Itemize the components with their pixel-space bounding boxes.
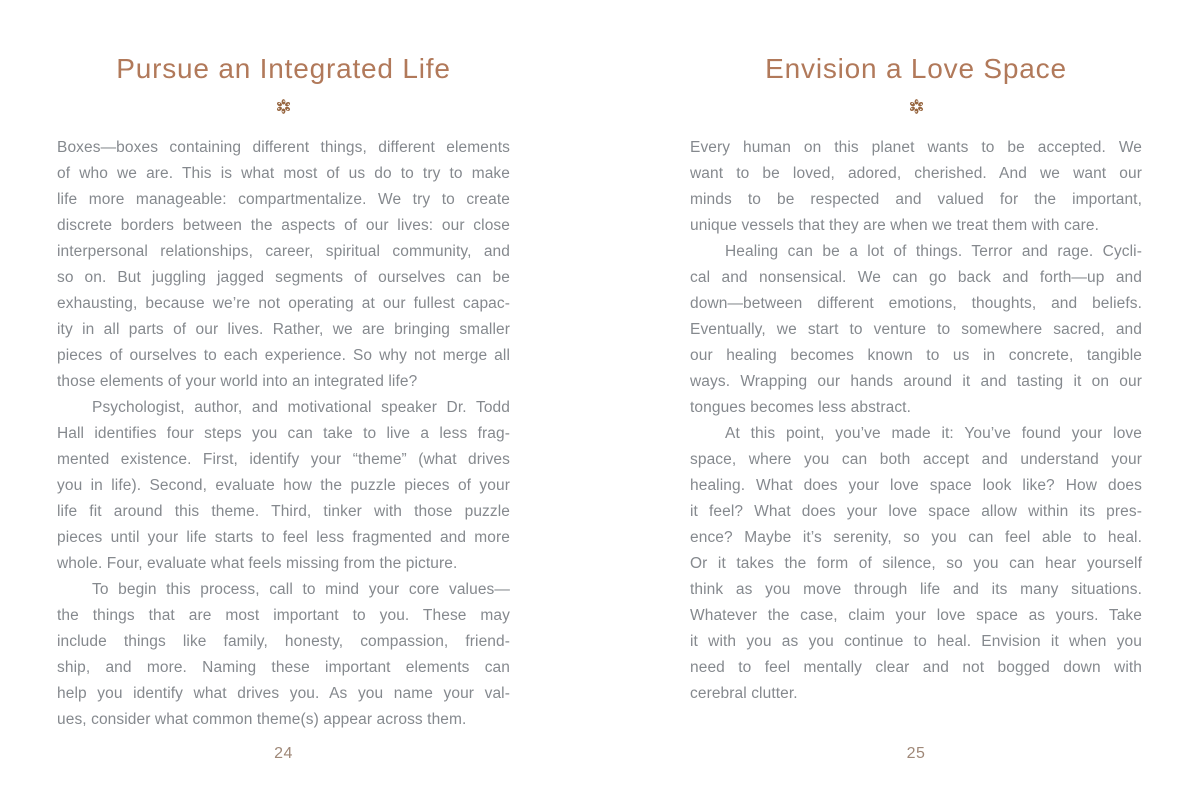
paragraph <box>57 395 510 577</box>
text-line: ity in all parts of our lives. Rather, we are bringing smaller <box>57 321 510 338</box>
text-line: you in life). Second, evaluate how the puzzle pieces of your <box>57 477 510 494</box>
text-line: want to be loved, adored, cherished. And we want our <box>690 165 1142 182</box>
right-ornament-row <box>690 98 1142 115</box>
text-line: life fit around this theme. Third, tinker with those puzzle <box>57 503 510 520</box>
text-line: need to feel mentally clear and not bogged down with <box>690 659 1142 676</box>
text-line: down—between different emotions, thoughts, and beliefs. <box>690 295 1142 312</box>
text-line: mented existence. First, identify your “theme” (what drives <box>57 451 510 468</box>
paragraph <box>690 239 1142 421</box>
text-line: whole. Four, evaluate what feels missing from the picture. <box>57 555 458 572</box>
text-line: Or it takes the form of silence, so you can hear yourself <box>690 555 1142 572</box>
text-line: cal and nonsensical. We can go back and forth—up and <box>690 269 1142 286</box>
text-line: exhausting, because we’re not operating at our fullest capac- <box>57 295 510 312</box>
text-line: ways. Wrapping our hands around it and tasting it on our <box>690 373 1142 390</box>
text-line: it with you as you continue to heal. Envision it when you <box>690 633 1142 650</box>
text-line: pieces of ourselves to each experience. So why not merge all <box>57 347 510 364</box>
text-line: Hall identifies four steps you can take to live a less frag- <box>57 425 510 442</box>
text-line: so on. But juggling jagged segments of ourselves can be <box>57 269 510 286</box>
flower-ornament-icon <box>275 98 292 115</box>
text-line: Every human on this planet wants to be accepted. We <box>690 139 1142 156</box>
text-line: cerebral clutter. <box>690 685 798 702</box>
text-line: Eventually, we start to venture to somewhere sacred, and <box>690 321 1142 338</box>
text-line: To begin this process, call to mind your core values— <box>92 581 510 598</box>
text-line: tongues becomes less abstract. <box>690 399 911 416</box>
text-line: pieces until your life starts to feel less fragmented and more <box>57 529 510 546</box>
text-line: healing. What does your love space look like? How does <box>690 477 1142 494</box>
text-line: Healing can be a lot of things. Terror and rage. Cycli- <box>725 243 1142 260</box>
text-line: help you identify what drives you. As you name your val- <box>57 685 510 702</box>
text-line: minds to be respected and valued for the important, <box>690 191 1142 208</box>
left-text-block <box>57 54 510 733</box>
text-line: At this point, you’ve made it: You’ve found your love <box>725 425 1142 442</box>
text-line: the things that are most important to you. These may <box>57 607 510 624</box>
text-line: Psychologist, author, and motivational speaker Dr. Todd <box>92 399 510 416</box>
right-page-number: 25 <box>906 745 926 762</box>
paragraph <box>690 135 1142 239</box>
text-line: space, where you can both accept and understand your <box>690 451 1142 468</box>
text-line: our healing becomes known to us in concrete, tangible <box>690 347 1142 364</box>
text-line: interpersonal relationships, career, spiritual community, and <box>57 243 510 260</box>
paragraph <box>57 135 510 395</box>
text-line: those elements of your world into an integrated life? <box>57 373 418 390</box>
right-text-block <box>690 54 1142 707</box>
text-line: think as you move through life and its many situations. <box>690 581 1142 598</box>
text-line: include things like family, honesty, compassion, friend- <box>57 633 510 650</box>
paragraph <box>57 577 510 733</box>
page-right <box>600 0 1200 800</box>
text-line: ues, consider what common theme(s) appear across them. <box>57 711 467 728</box>
text-line: it feel? What does your love space allow within its pres- <box>690 503 1142 520</box>
right-page-title: Envision a Love Space <box>765 53 1067 84</box>
text-line: of who we are. This is what most of us do to try to make <box>57 165 510 182</box>
left-page-number: 24 <box>274 745 293 762</box>
left-ornament-row <box>57 98 510 115</box>
flower-ornament-icon <box>908 98 925 115</box>
paragraph <box>690 421 1142 707</box>
left-page-title: Pursue an Integrated Life <box>116 53 451 84</box>
text-line: Whatever the case, claim your love space as yours. Take <box>690 607 1142 624</box>
text-line: life more manageable: compartmentalize. We try to create <box>57 191 510 208</box>
text-line: unique vessels that they are when we treat them with care. <box>690 217 1100 234</box>
left-body-text <box>57 135 510 733</box>
right-body-text <box>690 135 1142 707</box>
text-line: ence? Maybe it’s serenity, so you can feel able to heal. <box>690 529 1142 546</box>
text-line: Boxes—boxes containing different things, different elements <box>57 139 510 156</box>
text-line: ship, and more. Naming these important elements can <box>57 659 510 676</box>
text-line: discrete borders between the aspects of our lives: our close <box>57 217 510 234</box>
